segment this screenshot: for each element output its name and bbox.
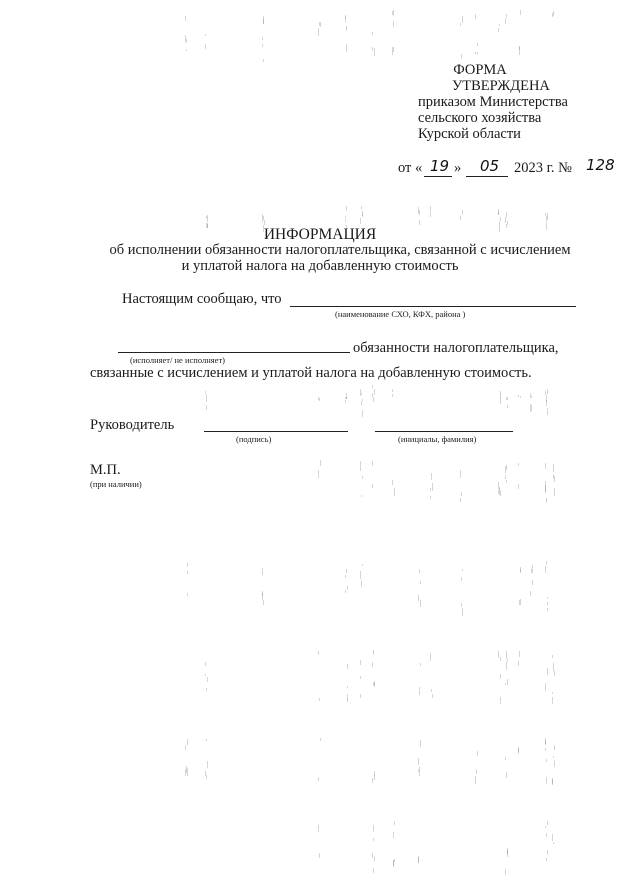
scan-noise-dot [506,465,507,470]
order-quote-close: » [454,160,462,176]
scan-noise-dot [347,664,348,669]
scan-noise-dot [374,775,375,780]
scan-noise-dot [432,483,433,491]
scan-noise-dot [554,490,555,496]
scan-noise-dot [500,657,501,661]
scan-noise-dot [392,389,393,392]
scan-noise-dot [430,496,431,499]
scan-noise-dot [373,838,374,841]
document-subtitle-line2: и уплатой налога на добавленную стоимость [181,258,459,274]
duty-status-line [118,352,350,353]
scan-noise-dot [461,577,462,581]
scan-noise-dot [346,393,347,399]
scan-noise-dot [394,859,395,862]
scan-noise-dot [547,821,548,825]
order-year-number-label: 2023 г. № [514,160,573,176]
scan-noise-dot [554,760,555,767]
scan-noise-dot [360,694,361,698]
scan-noise-dot [420,663,421,666]
scan-noise-dot [506,651,507,659]
head-label: Руководитель [90,417,175,433]
scan-noise-dot [185,16,186,21]
scan-noise-dot [262,568,263,575]
scan-noise-dot [420,600,421,607]
scan-noise-dot [360,465,361,471]
duty-text-line2: связанные с исчислением и уплатой налога на добавленную стоимость. [90,365,532,381]
scan-noise-dot [505,869,506,875]
scan-noise-dot [320,738,321,741]
scan-noise-dot [360,676,361,679]
scan-noise-dot [374,681,375,687]
scan-noise-dot [545,748,546,751]
scan-noise-dot [362,213,363,216]
scan-noise-dot [394,488,395,496]
scan-noise-dot [545,683,546,691]
scan-noise-dot [206,394,207,402]
scan-noise-dot [205,674,206,676]
scan-noise-dot [519,651,520,657]
scan-noise-dot [187,563,188,567]
scan-noise-dot [552,655,553,658]
scan-noise-dot [206,405,207,410]
scan-noise-dot [187,739,188,745]
scan-noise-dot [552,697,553,704]
scan-noise-dot [394,821,395,825]
scan-noise-dot [553,756,554,758]
scan-noise-dot [318,28,319,36]
scan-noise-dot [318,777,319,781]
scan-noise-dot [186,39,187,43]
scan-noise-dot [373,397,374,402]
stamp-caption: (при наличии) [90,479,142,489]
scan-noise-dot [545,738,546,745]
scan-noise-dot [498,28,499,32]
scan-noise-dot [505,683,506,685]
scan-noise-dot [318,470,319,478]
order-prefix: от « [398,160,423,176]
scan-noise-dot [500,697,501,704]
scan-noise-dot [531,396,532,398]
scan-noise-dot [546,833,547,837]
order-number: 128 [586,156,615,174]
scan-noise-dot [319,22,320,26]
scan-noise-dot [546,777,547,784]
scan-noise-dot [263,600,264,605]
scan-noise-dot [462,210,463,215]
scan-noise-dot [420,581,421,584]
scan-noise-dot [320,460,321,466]
signature-line [204,431,348,432]
duty-text: обязанности налогоплательщика, [353,340,559,356]
scan-noise-dot [372,662,373,667]
scan-noise-dot [418,212,419,214]
scan-noise-dot [506,480,507,483]
scan-noise-dot [374,856,375,861]
scan-noise-dot [518,748,519,752]
scan-noise-dot [499,487,500,489]
scan-noise-dot [546,759,547,762]
scan-noise-dot [507,397,508,400]
scan-noise-dot [531,569,532,573]
scan-noise-dot [361,580,362,587]
scan-noise-dot [362,399,363,401]
order-day: 19 [430,157,450,175]
scan-noise-dot [361,401,362,405]
scan-noise-dot [505,757,506,760]
scan-noise-dot [505,18,506,24]
scan-noise-dot [532,580,533,585]
scan-noise-dot [505,217,506,223]
scan-noise-dot [263,59,264,62]
scan-noise-dot [547,602,548,605]
scan-noise-dot [206,775,207,779]
scan-noise-dot [207,215,208,222]
scan-noise-dot [547,408,548,415]
scan-noise-dot [547,668,548,675]
scan-noise-dot [553,464,554,472]
scan-noise-dot [431,689,432,692]
scan-noise-dot [477,43,478,46]
scan-noise-dot [553,842,554,844]
scan-noise-dot [345,575,346,578]
signature-caption: (подпись) [236,434,272,444]
scan-noise-dot [532,565,533,573]
scan-noise-dot [393,21,394,27]
scan-noise-dot [430,653,431,661]
scan-noise-dot [460,498,461,502]
scan-noise-dot [518,484,519,489]
scan-noise-dot [419,687,420,695]
scan-noise-dot [206,688,207,691]
scan-noise-dot [506,397,507,400]
scan-noise-dot [262,37,263,40]
scan-noise-dot [345,216,346,218]
scan-noise-dot [372,484,373,488]
scan-noise-dot [187,593,188,596]
scan-noise-dot [362,476,363,479]
scan-noise-dot [507,659,508,662]
scan-noise-dot [207,677,208,682]
scan-noise-dot [373,825,374,832]
scan-noise-dot [185,745,186,750]
scan-noise-dot [554,476,555,482]
scan-noise-dot [547,597,548,599]
scan-noise-dot [430,206,431,212]
organization-name-caption: (наименование СХО, КФХ, района ) [335,309,466,319]
scan-noise-dot [430,488,431,491]
scan-noise-dot [430,213,431,217]
scan-noise-dot [547,608,548,611]
scan-noise-dot [545,566,546,573]
scan-noise-dot [345,400,346,403]
scan-noise-dot [393,10,394,16]
scan-noise-dot [518,463,519,466]
scan-noise-dot [372,778,373,783]
approval-region-line: Курской области [418,126,521,142]
scan-noise-dot [372,32,373,35]
scan-noise-dot [477,751,478,756]
scan-noise-dot [372,461,373,466]
scan-noise-dot [507,221,508,225]
approval-agriculture-line: сельского хозяйства [418,110,542,126]
scan-noise-dot [345,590,346,593]
scan-noise-dot [372,385,373,388]
scan-noise-dot [545,486,546,493]
scan-noise-dot [360,660,361,665]
document-subtitle-line1: об исполнении обязанности налогоплательщика, связанной с исчислением [109,242,571,258]
scan-noise-dot [205,662,206,666]
duty-status-caption: (исполняет/ не исполняет) [130,355,225,365]
scan-noise-dot [475,14,476,19]
scan-noise-dot [554,745,555,750]
document-title: ИНФОРМАЦИЯ [263,226,377,243]
scan-noise-dot [264,220,265,225]
scan-noise-dot [461,603,462,607]
scan-noise-dot [507,848,508,854]
scan-noise-dot [373,650,374,655]
scan-noise-dot [460,23,461,26]
scan-noise-dot [362,564,363,566]
scan-noise-dot [460,216,461,220]
scan-noise-dot [319,853,320,858]
scan-noise-dot [500,217,501,221]
scan-noise-dot [319,398,320,401]
scan-noise-dot [362,410,363,417]
scan-noise-dot [500,391,501,395]
scan-noise-dot [206,739,207,741]
scan-noise-dot [552,778,553,784]
organization-name-line [290,306,576,307]
scan-noise-dot [520,10,521,15]
scan-noise-dot [507,405,508,408]
scan-noise-dot [475,776,476,784]
scan-noise-dot [393,47,394,52]
scan-noise-dot [530,591,531,596]
scan-noise-dot [360,218,361,224]
scan-noise-dot [506,662,507,670]
scan-noise-dot [546,858,547,861]
name-caption: (инициалы, фамилия) [398,434,477,444]
scan-noise-dot [530,404,531,412]
approval-ministry-line: приказом Министерства [418,94,568,110]
scan-noise-dot [372,47,373,51]
scan-noise-dot [552,692,553,694]
scan-noise-dot [185,769,186,776]
scan-noise-dot [419,210,420,215]
scan-noise-dot [546,498,547,503]
scan-noise-dot [519,600,520,605]
scan-noise-dot [419,220,420,225]
scan-noise-dot [347,694,348,700]
scan-noise-dot [475,52,476,54]
stamp-label: М.П. [90,462,121,478]
scan-noise-dot [347,586,348,590]
scan-noise-dot [205,44,206,49]
scan-noise-dot [319,698,320,701]
scan-noise-dot [431,473,432,480]
scan-noise-dot [500,674,501,679]
scan-noise-dot [418,857,419,863]
scan-noise-dot [553,663,554,671]
scan-noise-dot [205,771,206,776]
scan-noise-dot [506,14,507,17]
order-month: 05 [480,157,500,175]
scan-noise-dot [461,492,462,496]
order-day-underline [424,176,452,177]
scan-noise-dot [392,394,393,397]
approval-form-label: ФОРМА [453,62,507,78]
scan-noise-dot [462,16,463,23]
scan-noise-dot [505,475,506,479]
scan-noise-dot [460,470,461,478]
scan-noise-dot [498,651,499,658]
scan-noise-dot [346,44,347,52]
scan-noise-dot [207,761,208,768]
scan-noise-dot [506,212,507,217]
scan-noise-dot [505,466,506,470]
scan-noise-dot [263,19,264,24]
scan-noise-dot [520,396,521,398]
scan-noise-dot [360,571,361,579]
scan-noise-dot [498,212,499,215]
scan-noise-dot [554,671,555,676]
scan-noise-dot [393,832,394,838]
intro-text: Настоящим сообщаю, что [122,291,282,307]
scan-noise-dot [547,850,548,855]
scan-noise-dot [419,770,420,776]
scan-noise-dot [205,34,206,36]
scan-noise-dot [392,480,393,485]
scan-noise-dot [547,213,548,220]
scan-noise-dot [545,826,546,828]
scan-noise-dot [552,834,553,841]
scan-noise-dot [506,772,507,778]
scan-noise-dot [393,860,394,866]
scan-noise-dot [262,591,263,595]
scan-noise-dot [545,463,546,469]
scan-noise-dot [545,213,546,216]
scan-noise-dot [318,825,319,832]
scan-noise-dot [477,52,478,55]
scan-noise-dot [372,853,373,858]
scan-noise-dot [499,24,500,26]
scan-noise-dot [346,206,347,211]
scan-noise-dot [519,46,520,50]
scan-noise-dot [187,768,188,776]
scan-noise-dot [520,599,521,605]
scan-noise-dot [518,395,519,397]
scan-noise-dot [505,470,506,473]
scan-noise-dot [520,569,521,573]
scan-noise-dot [262,44,263,47]
scan-noise-dot [476,769,477,774]
scan-noise-dot [499,221,500,224]
scan-noise-dot [346,26,347,31]
scan-noise-dot [418,595,419,601]
scan-noise-dot [205,391,206,393]
scan-noise-dot [500,490,501,496]
scan-noise-dot [347,686,348,688]
scan-noise-dot [345,219,346,222]
scan-noise-dot [360,461,361,465]
scan-noise-dot [546,561,547,565]
scan-noise-dot [547,389,548,394]
scan-noise-dot [507,679,508,685]
scan-noise-dot [462,569,463,571]
scan-noise-dot [361,206,362,209]
scan-noise-dot [518,661,519,666]
scan-noise-dot [346,569,347,573]
approval-approved-label: УТВЕРЖДЕНА [452,78,550,94]
scan-noise-dot [462,608,463,616]
scan-noise-dot [531,405,532,411]
scan-noise-dot [373,868,374,873]
scan-noise-dot [186,49,187,51]
scan-noise-dot [554,488,555,490]
scan-noise-dot [187,571,188,574]
scan-noise-dot [318,651,319,655]
order-month-underline [466,176,508,177]
scan-noise-dot [420,740,421,747]
scan-noise-dot [374,389,375,395]
scan-noise-dot [553,11,554,16]
scan-noise-dot [418,758,419,765]
scan-noise-dot [392,47,393,55]
scan-noise-dot [361,495,362,497]
scan-noise-dot [345,15,346,19]
scan-noise-dot [419,569,420,573]
scan-noise-dot [432,694,433,698]
scan-noise-dot [374,48,375,56]
scan-noise-dot [546,400,547,406]
scan-noise-dot [461,54,462,59]
scan-noise-dot [361,393,362,395]
name-line [375,431,513,432]
scan-noise-dot [320,22,321,27]
